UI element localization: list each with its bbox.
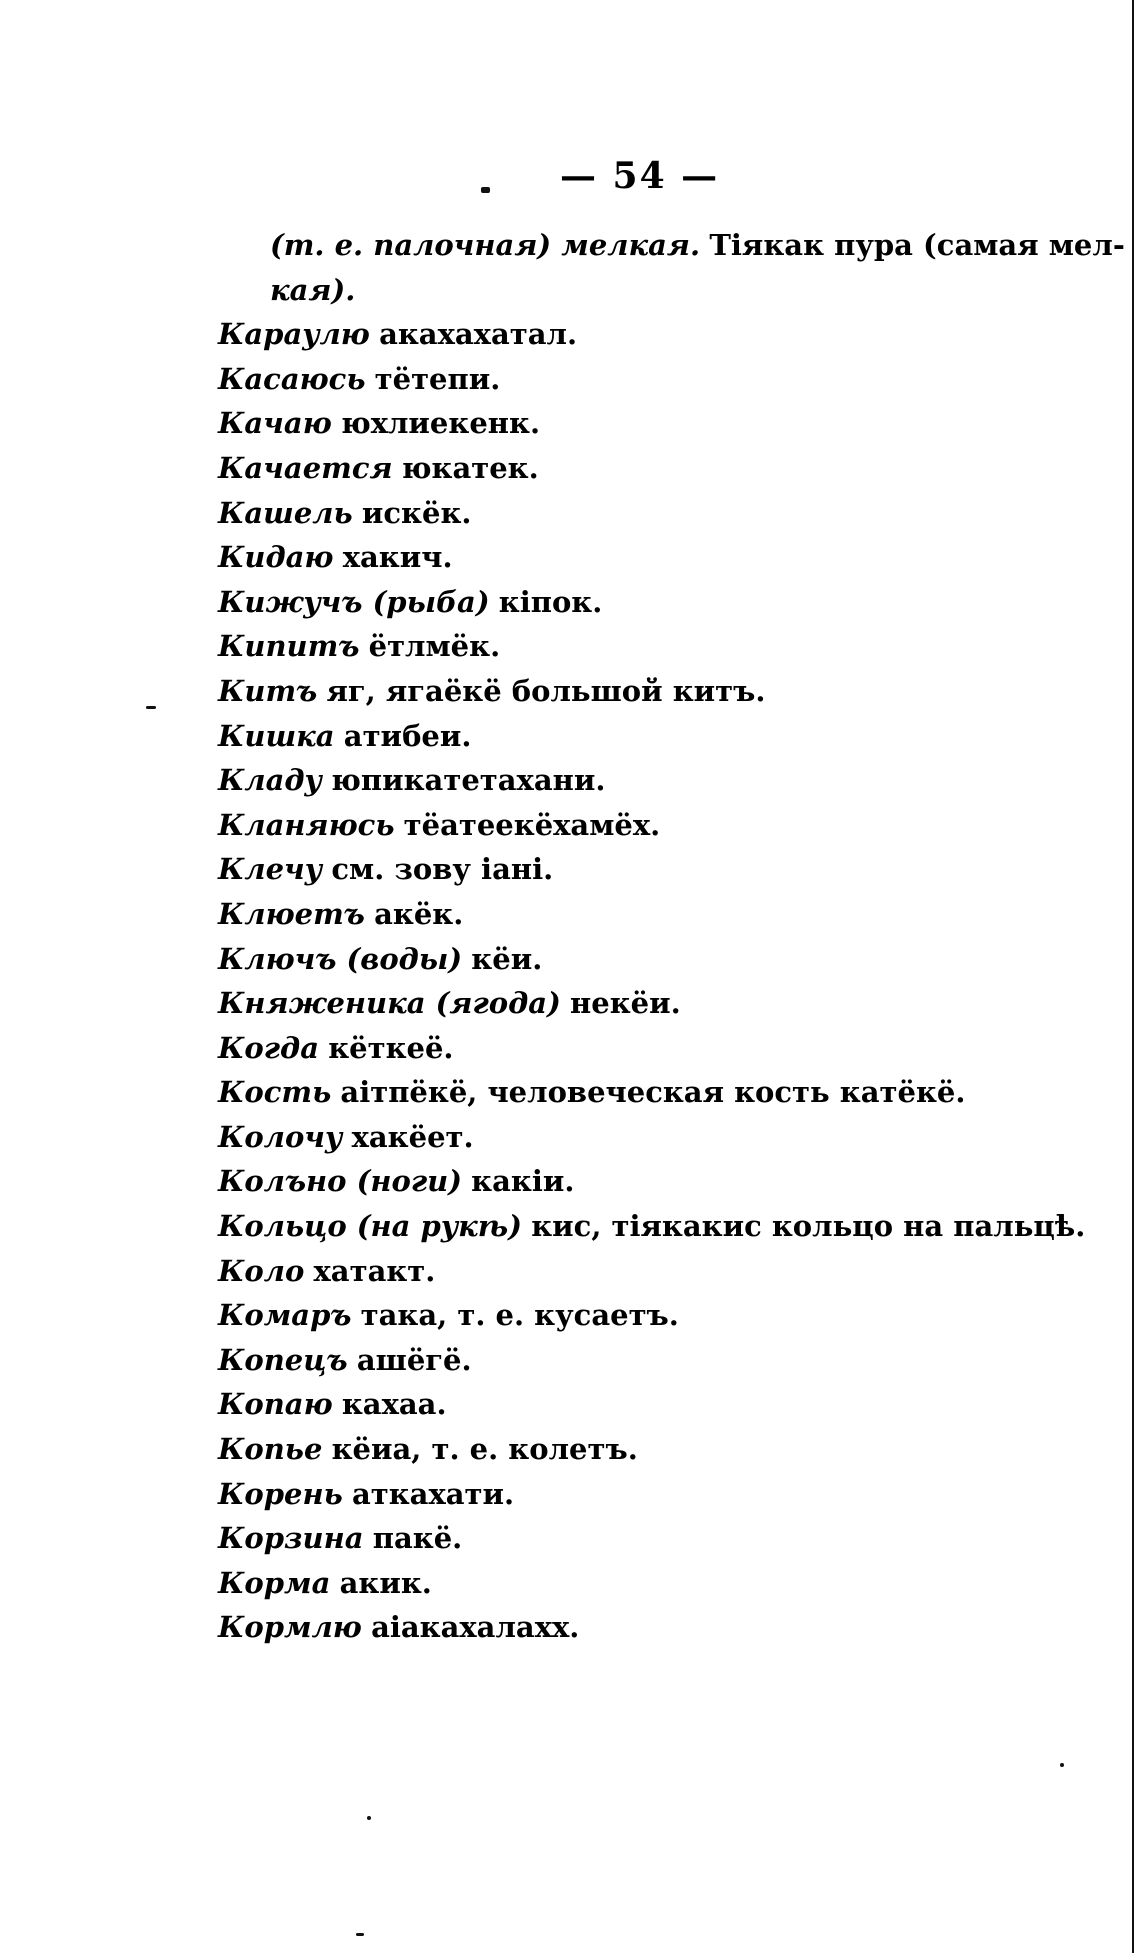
- entry-line: [218, 268, 1078, 313]
- entry-line: [218, 401, 1078, 446]
- entry-headword: Китъ: [218, 673, 318, 708]
- entry-line: [218, 714, 1078, 759]
- entry-line: [218, 1561, 1078, 1606]
- entry-line: [218, 847, 1078, 892]
- entry-headword: Колъно (ноги): [218, 1164, 462, 1199]
- entry-line: [218, 981, 1078, 1026]
- entry-line: [218, 1293, 1078, 1338]
- entry-definition: акахахатал.: [379, 317, 578, 352]
- entry-definition: см. зову іані.: [331, 852, 554, 887]
- entry-definition: аітпёкё, человеческая кость катёкё.: [340, 1075, 966, 1110]
- entry-definition: яг, ягаёкё большой китъ.: [326, 673, 766, 708]
- entry-definition: акик.: [339, 1565, 432, 1600]
- entry-headword: Кормлю: [218, 1610, 362, 1645]
- entry-headword: Качаю: [218, 406, 332, 441]
- entry-headword: Колочу: [218, 1119, 343, 1154]
- entry-headword: Клюетъ: [218, 896, 365, 931]
- entry-headword: Кижучъ (рыба): [218, 584, 490, 619]
- entry-line: [218, 446, 1078, 491]
- entry-definition: ашёгё.: [356, 1342, 472, 1377]
- print-speck: [1060, 1763, 1064, 1767]
- entry-headword: Кость: [218, 1075, 332, 1110]
- entry-line: [218, 1115, 1078, 1160]
- entry-line: [218, 491, 1078, 536]
- entry-line: [218, 1427, 1078, 1472]
- page-number: — 54 —: [560, 155, 720, 197]
- entry-headword: Клечу: [218, 852, 323, 887]
- entry-line: [218, 1472, 1078, 1517]
- dictionary-entries: [218, 223, 1125, 1650]
- print-speck: [367, 1816, 371, 1820]
- entry-headword: Копецъ: [218, 1342, 348, 1377]
- entry-definition: аіакахалахх.: [371, 1610, 580, 1645]
- entry-line: [218, 1070, 1078, 1115]
- entry-definition: некёи.: [570, 986, 681, 1021]
- entry-definition: аткахати.: [351, 1476, 515, 1511]
- entry-definition: кёи.: [471, 941, 543, 976]
- entry-line: [218, 580, 1078, 625]
- print-speck: [481, 187, 490, 193]
- entry-definition: така, т. е. кусаетъ.: [360, 1298, 679, 1333]
- entry-line: [218, 758, 1078, 803]
- entry-definition: акёк.: [374, 896, 464, 931]
- entry-headword: Копаю: [218, 1387, 333, 1422]
- entry-definition: юпикатетахани.: [331, 763, 606, 798]
- entry-definition: искёк.: [361, 495, 472, 530]
- entry-headword: Кидаю: [218, 540, 334, 575]
- entry-line: [218, 803, 1078, 848]
- entry-headword: Корма: [218, 1565, 331, 1600]
- entry-headword: Кладу: [218, 763, 322, 798]
- entry-definition: кіпок.: [498, 584, 603, 619]
- entry-definition: кахаа.: [341, 1387, 447, 1422]
- entry-headword: Караулю: [218, 317, 370, 352]
- entry-headword: Коло: [218, 1253, 305, 1288]
- entry-definition: хатакт.: [313, 1253, 436, 1288]
- entry-definition: пакё.: [372, 1521, 463, 1556]
- entry-definition: тётепи.: [374, 361, 501, 396]
- entry-line: [218, 312, 1078, 357]
- entry-headword: Копье: [218, 1432, 323, 1467]
- entry-headword: Кашель: [218, 495, 353, 530]
- entry-headword: Кольцо (на рукѣ): [218, 1209, 522, 1244]
- entry-line: [218, 357, 1078, 402]
- entry-headword: Качается: [218, 450, 393, 485]
- entry-line: [218, 669, 1078, 714]
- entry-definition: атибеи.: [343, 718, 472, 753]
- entry-line: [218, 1249, 1078, 1294]
- entry-headword: Ключъ (воды): [218, 941, 463, 976]
- entry-definition: тёатеекёхамёх.: [403, 807, 661, 842]
- entry-line: [218, 535, 1078, 580]
- entry-line: [218, 1605, 1078, 1650]
- entry-definition: кёиа, т. е. колетъ.: [331, 1432, 638, 1467]
- entry-definition: какіи.: [471, 1164, 575, 1199]
- entry-headword: Комаръ: [218, 1298, 352, 1333]
- entry-line: [218, 1516, 1078, 1561]
- entry-definition: хакич.: [342, 540, 453, 575]
- entry-headword: Кипитъ: [218, 629, 360, 664]
- entry-headword: Кланяюсь: [218, 807, 395, 842]
- entry-headword: кая).: [270, 272, 356, 307]
- entry-line: [218, 1026, 1078, 1071]
- entry-line: [218, 223, 1125, 268]
- entry-line: [218, 892, 1078, 937]
- entry-definition: юкатек.: [401, 450, 539, 485]
- entry-line: [218, 1382, 1078, 1427]
- entry-line: [218, 624, 1078, 669]
- entry-line: [218, 1338, 1078, 1383]
- entry-definition: ётлмёк.: [368, 629, 501, 664]
- entry-headword: Кишка: [218, 718, 335, 753]
- print-speck: [146, 706, 156, 709]
- entry-headword: Касаюсь: [218, 361, 366, 396]
- entry-line: [218, 937, 1078, 982]
- entry-definition: кёткеё.: [328, 1030, 454, 1065]
- print-speck: [356, 1933, 364, 1936]
- entry-definition: кис, тіякакис кольцо на пальцѣ.: [531, 1209, 1086, 1244]
- entry-definition: хакёет.: [351, 1119, 474, 1154]
- entry-headword: Корень: [218, 1476, 343, 1511]
- entry-headword: Когда: [218, 1030, 319, 1065]
- entry-headword: (т. е. палочная) мелкая.: [270, 228, 701, 262]
- entry-line: [218, 1204, 1086, 1249]
- entry-definition: Тіякак пура (самая мел-: [709, 228, 1125, 262]
- entry-definition: юхлиекенк.: [340, 406, 541, 441]
- page-edge-line: [1132, 0, 1134, 1953]
- entry-headword: Княженика (ягода): [218, 986, 561, 1021]
- entry-line: [218, 1159, 1078, 1204]
- entry-headword: Корзина: [218, 1521, 364, 1556]
